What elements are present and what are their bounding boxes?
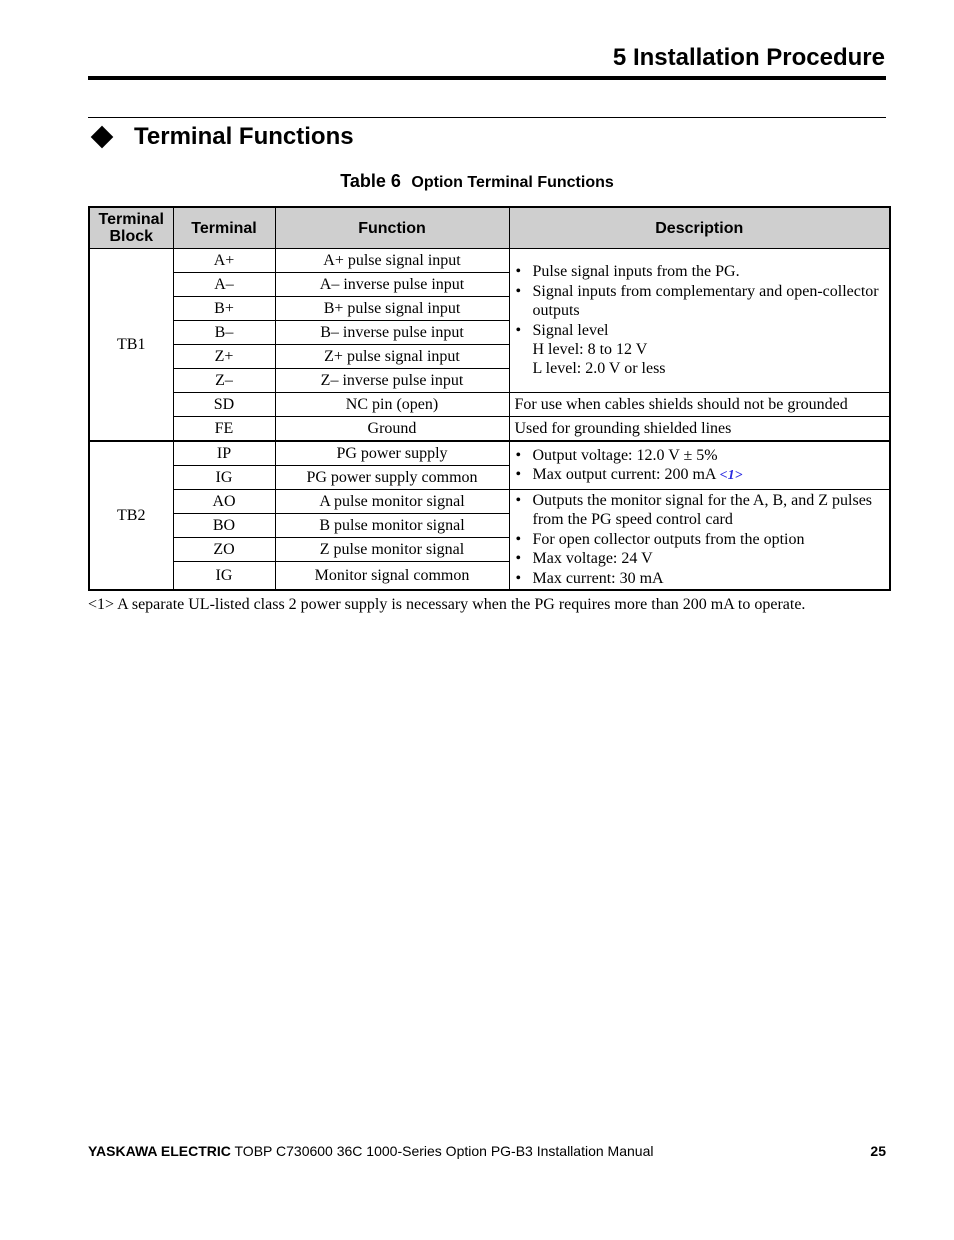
description-item: • Output voltage: 12.0 V ± 5%: [515, 446, 886, 465]
terminal-block-cell: TB2: [89, 441, 173, 590]
function-cell: NC pin (open): [275, 393, 509, 417]
page-footer: [88, 1143, 886, 1159]
description-list: [515, 262, 886, 378]
terminal-cell: Z+: [173, 345, 275, 369]
diamond-bullet-icon: [91, 126, 114, 149]
function-cell: PG power supply: [275, 441, 509, 466]
table-row: [89, 249, 890, 273]
function-cell: Monitor signal common: [275, 562, 509, 591]
terminal-cell: A+: [173, 249, 275, 273]
header-description: Description: [509, 207, 890, 249]
function-cell: A+ pulse signal input: [275, 249, 509, 273]
description-item: • Max voltage: 24 V: [515, 549, 886, 568]
terminal-cell: B+: [173, 297, 275, 321]
table-row: [89, 393, 890, 417]
function-cell: A– inverse pulse input: [275, 273, 509, 297]
description-item-text: Signal level: [532, 321, 609, 339]
function-cell: Z pulse monitor signal: [275, 538, 509, 562]
function-cell: A pulse monitor signal: [275, 490, 509, 514]
description-item: • Pulse signal inputs from the PG.: [515, 262, 886, 281]
function-cell: Z– inverse pulse input: [275, 369, 509, 393]
table-row: [89, 490, 890, 514]
table-caption-title: Option Terminal Functions: [411, 174, 614, 191]
function-cell: PG power supply common: [275, 466, 509, 490]
description-cell: For use when cables shields should not be grounded: [509, 393, 890, 417]
terminal-cell: Z–: [173, 369, 275, 393]
terminal-cell: IG: [173, 466, 275, 490]
description-cell: [509, 490, 890, 591]
description-subline: L level: 2.0 V or less: [532, 360, 666, 378]
terminal-cell: A–: [173, 273, 275, 297]
description-list: [515, 446, 886, 486]
chapter-title: 5 Installation Procedure: [612, 44, 885, 71]
table-header-row: [89, 207, 890, 249]
terminal-cell: BO: [173, 514, 275, 538]
footer-manual-title: TOBP C730600 36C 1000-Series Option PG-B3 Installation Manual: [230, 1143, 654, 1159]
description-subline: H level: 8 to 12 V: [532, 340, 648, 358]
header-function: Function: [275, 207, 509, 249]
description-item: • Outputs the monitor signal for the A, B, and Z pulses from the PG speed control card: [515, 491, 886, 530]
description-item-text: Max output current: 200 mA: [532, 466, 716, 483]
description-item: • Max current: 30 mA: [515, 569, 886, 588]
header-terminal-block: Terminal Block: [89, 207, 173, 249]
description-cell: [509, 249, 890, 393]
terminal-cell: IG: [173, 562, 275, 591]
section-heading: [88, 121, 354, 153]
chapter-rule: [88, 76, 886, 80]
terminal-cell: SD: [173, 393, 275, 417]
footnote-reference-link[interactable]: <1>: [719, 468, 743, 483]
table-caption: [0, 171, 954, 192]
terminal-cell: B–: [173, 321, 275, 345]
function-cell: B pulse monitor signal: [275, 514, 509, 538]
function-cell: Ground: [275, 417, 509, 442]
footer-brand: YASKAWA ELECTRIC: [88, 1143, 231, 1159]
header-terminal: Terminal: [173, 207, 275, 249]
terminal-functions-table: [88, 206, 891, 591]
table-caption-number: Table 6: [340, 171, 401, 191]
description-item: [515, 321, 886, 379]
function-cell: Z+ pulse signal input: [275, 345, 509, 369]
function-cell: B+ pulse signal input: [275, 297, 509, 321]
table-row: [89, 417, 890, 442]
page-number: 25: [870, 1143, 886, 1159]
description-item: • For open collector outputs from the option: [515, 530, 886, 549]
description-item: • Signal inputs from complementary and open-collector outputs: [515, 282, 886, 321]
terminal-cell: FE: [173, 417, 275, 442]
description-cell: [509, 441, 890, 490]
terminal-cell: ZO: [173, 538, 275, 562]
terminal-cell: IP: [173, 441, 275, 466]
table-footnote: <1> A separate UL-listed class 2 power supply is necessary when the PG requires more than 200 mA to operate.: [88, 596, 806, 613]
description-list: [515, 491, 886, 588]
section-rule: [88, 117, 886, 118]
description-item: [515, 465, 886, 485]
function-cell: B– inverse pulse input: [275, 321, 509, 345]
terminal-block-cell: TB1: [89, 249, 173, 442]
table-row: [89, 441, 890, 466]
section-title: Terminal Functions: [134, 123, 354, 150]
description-cell: Used for grounding shielded lines: [509, 417, 890, 442]
terminal-cell: AO: [173, 490, 275, 514]
